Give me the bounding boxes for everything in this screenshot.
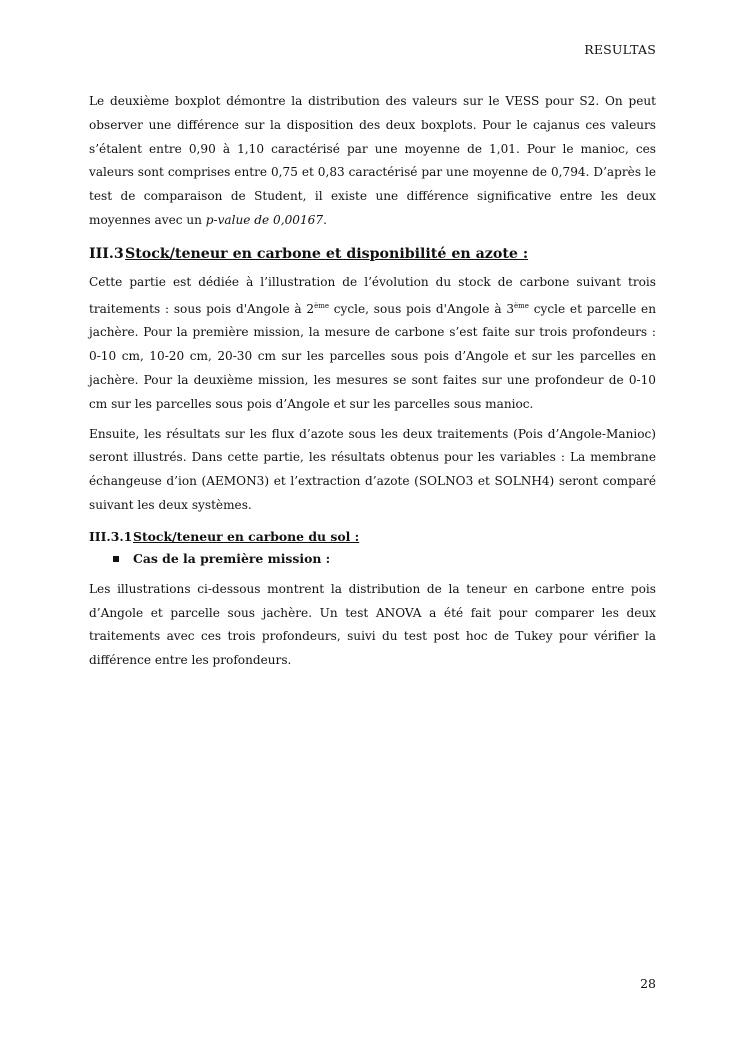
paragraph-nitrogen: Ensuite, les résultats sur les flux d’azote sous les deux traitements (Pois d’Angole-Manioc) seront illustrés. Dans cette partie, les résultats obtenus pour les variables : La membrane échangeuse d’ion (AEMON3) et l’extraction d’azote (SOLNO3 et SOLNH4) seront comparé suivant les deux systèmes. [89, 426, 656, 512]
subsection-heading [89, 526, 656, 548]
paragraph-text: Le deuxième boxplot démontre la distribution des valeurs sur le VESS pour S2. On peut observer une différence sur la disposition des deux boxplots. Pour le cajanus ces valeurs s’étalent entre 0,90 à 1,10 caractérisé par une moyenne de 1,01. Pour le manioc, ces valeurs sont comprises entre 0,75 et 0,83 caractérisé par une moyenne de 0,794. D’après le test de comparaison de Student, il existe une différence significative entre les deux moyennes avec un [89, 94, 656, 227]
subsection-title: Stock/teneur en carbone du sol : [133, 528, 360, 544]
section-heading [89, 243, 656, 265]
subsection-number: III.3.1 [89, 528, 133, 544]
paragraph-text: Cette partie est dédiée à l’illustration de l’évolution du stock de carbone suivant trois traitements : sous pois d'Angole à 2 [89, 274, 656, 316]
bullet-label: Cas de la première mission : [133, 550, 331, 566]
page-body [89, 90, 656, 673]
superscript: ème [514, 301, 529, 310]
bullet-item [89, 548, 656, 570]
section-title: Stock/teneur en carbone et disponibilité en azote : [125, 245, 529, 262]
page-number: 28 [640, 976, 656, 991]
paragraph-end: . [323, 212, 327, 227]
section-number: III.3 [89, 245, 124, 262]
running-header: RESULTAS [584, 42, 656, 57]
paragraph-illustrations: Les illustrations ci-dessous montrent la distribution de la teneur en carbone entre pois d’Angole et parcelle sous jachère. Un test ANOVA a été fait pour comparer les deux traitements avec ces trois profondeurs, suivi du test post hoc de Tukey pour vérifier la différence entre les profondeurs. [89, 581, 656, 668]
square-bullet-icon [113, 556, 119, 562]
paragraph-text: cycle, sous pois d'Angole à 3 [329, 301, 515, 316]
superscript: ème [314, 301, 329, 310]
paragraph-carbon-intro [89, 271, 656, 417]
paragraph-text: cycle et parcelle en jachère. Pour la première mission, la mesure de carbone s’est faite sur trois profondeurs : 0-10 cm, 10-20 cm, 20-30 cm sur les parcelles sous pois d’Angole et sur les parcelles en jachère. Pour la deuxième mission, les mesures se sont faites sur une profondeur de 0-10 cm sur les parcelles sous pois d’Angole et sur les parcelles sous manioc. [89, 301, 656, 411]
paragraph-vess-s2 [89, 90, 656, 233]
p-value-text: p-value de 0,00167 [205, 212, 324, 227]
